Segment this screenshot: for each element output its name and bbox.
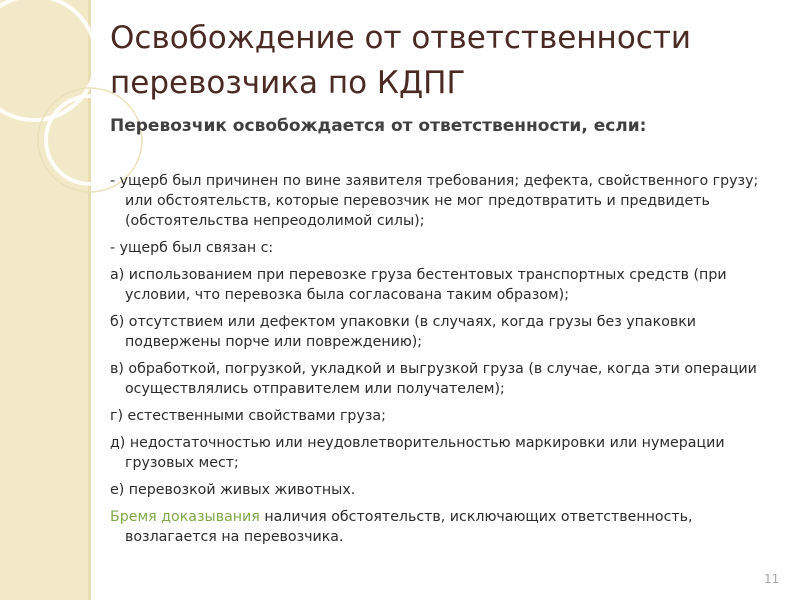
burden-highlight: Бремя доказывания — [110, 509, 260, 525]
content-body — [110, 171, 770, 554]
paragraph-conditions: - ущерб был причинен по вине заявителя требования; дефекта, свойственного грузу; или обстоятельств, которые перевозчик не мог предотвратить и предвидеть (обстоятельства непреодолимой силы); — [110, 173, 759, 229]
burden-text: наличия обстоятельств, исключающих ответственность, возлагается на перевозчика. — [125, 509, 693, 545]
paragraph-item-d: д) недостаточностью или неудовлетворительностью маркировки или нумерации грузовых мест; — [110, 435, 725, 471]
title-line-1: Освобождение от ответственности — [110, 20, 692, 56]
paragraph-damage-related: - ущерб был связан с: — [110, 240, 274, 256]
page-number: 11 — [764, 572, 780, 586]
paragraph-item-a: а) использованием при перевозке груза бестентовых транспортных средств (при условии, что перевозка была согласована таким образом); — [110, 267, 727, 303]
paragraph-item-v: в) обработкой, погрузкой, укладкой и выгрузкой груза (в случае, когда эти операции осуществлялись отправителем или получателем); — [110, 361, 757, 397]
decorative-circles — [0, 0, 110, 230]
paragraph-burden-of-proof — [110, 507, 770, 547]
title-line-2: перевозчика по КДПГ — [110, 65, 466, 101]
paragraph-item-e: е) перевозкой живых животных. — [110, 482, 356, 498]
paragraph-item-g: г) естественными свойствами груза; — [110, 408, 386, 424]
slide-subtitle: Перевозчик освобождается от ответственности, если: — [110, 116, 647, 136]
paragraph-item-b: б) отсутствием или дефектом упаковки (в случаях, когда грузы без упаковки подвержены порче или повреждению); — [110, 314, 697, 350]
slide-title — [110, 16, 770, 106]
